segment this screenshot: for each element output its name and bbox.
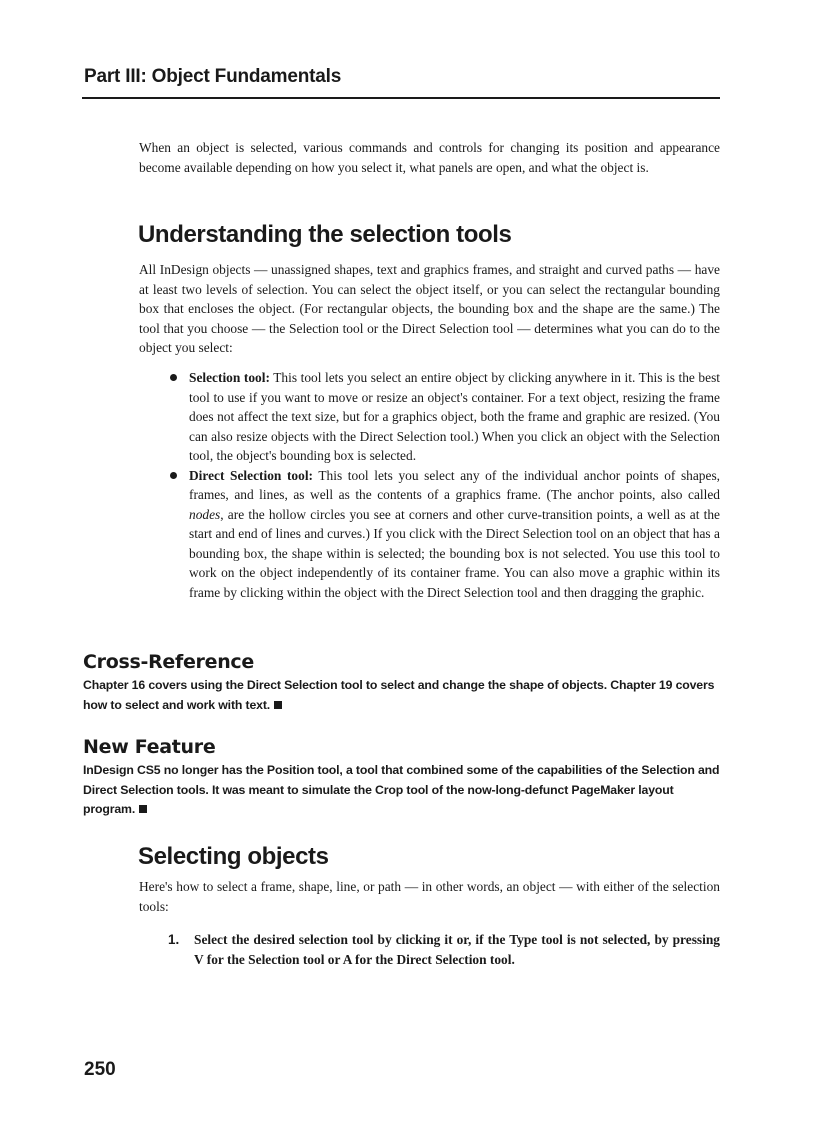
- intro-paragraph: When an object is selected, various commands and controls for changing its position and appearance become available depending on how you select it, what panels are open, and what the object is.: [139, 140, 720, 175]
- running-head: Part III: Object Fundamentals: [84, 66, 342, 87]
- bullet-term: Direct Selection tool:: [189, 467, 314, 483]
- page-number: 250: [84, 1059, 116, 1080]
- cross-reference-text: [83, 676, 720, 715]
- section-heading-selecting-objects: Selecting objects: [138, 843, 329, 870]
- list-item: [168, 466, 720, 603]
- end-mark-icon: [139, 805, 147, 813]
- new-feature-text: [83, 761, 720, 820]
- bullet-italic-term: nodes: [189, 506, 221, 522]
- step-text: Select the desired selection tool by clicking it or, if the Type tool is not selected, by pressing V for the Selection tool or A for the Direct Selection tool.: [194, 932, 720, 967]
- bullet-icon: [170, 472, 177, 479]
- end-mark-icon: [274, 701, 282, 709]
- header-rule: [82, 97, 720, 99]
- new-feature-body: InDesign CS5 no longer has the Position tool, a tool that combined some of the capabilities of the Selection and Direct Selection tools. It was meant to simulate the Crop tool of the now-long-defunct PageMaker layout program.: [83, 763, 720, 816]
- new-feature-title: New Feature: [83, 736, 216, 758]
- bullet-term: Selection tool:: [189, 370, 270, 385]
- bullet-text: This tool lets you select an entire object by clicking anywhere in it. This is the best tool to use if you want to move or resize an object's container. For a text object, resizing the frame does not affect the text size, but for a graphics object, both the frame and graphic are resized. (You can also resize objects with the Direct Selection tool.) When you click an object with the Selection tool, the object's bounding box is selected.: [189, 370, 720, 463]
- cross-reference-note: [83, 651, 720, 715]
- section-heading-selection-tools: Understanding the selection tools: [138, 221, 512, 248]
- cross-reference-title: Cross-Reference: [83, 651, 254, 673]
- selection-tools-list: [168, 368, 720, 602]
- numbered-step: [168, 930, 720, 969]
- selection-tools-paragraph: All InDesign objects — unassigned shapes, text and graphics frames, and straight and curved paths — have at least two levels of selection. You can select the object itself, or you can select the rectangular bounding box that encloses the object. (For rectangular objects, the bounding box and the shape are the same.) The tool that you choose — the Selection tool or the Direct Selection tool — determines what you can do to the object you select:: [139, 262, 720, 355]
- bullet-text: This tool lets you select any of the individual anchor points of shapes, frames, and lines, as well as the contents of a graphics frame. (The anchor points, also called: [189, 467, 720, 502]
- bullet-text: , are the hollow circles you see at corners and other curve-transition points, a well as at the start and end of lines and curves.) If you click with the Direct Selection tool on an object that has a bounding box, the shape within is selected; the bounding box is not selected. You use this tool to work on the object independently of its container frame. You can also move a graphic within its frame by clicking within the object with the Direct Selection tool and then dragging the graphic.: [189, 506, 720, 600]
- selecting-objects-paragraph: Here's how to select a frame, shape, line, or path — in other words, an object — with either of the selection tools:: [139, 879, 720, 914]
- new-feature-note: [83, 736, 720, 820]
- bullet-icon: [170, 374, 177, 381]
- list-item: [168, 368, 720, 466]
- step-number: 1.: [168, 932, 180, 947]
- cross-reference-body: Chapter 16 covers using the Direct Selection tool to select and change the shape of objects. Chapter 19 covers how to select and work with text.: [83, 678, 715, 712]
